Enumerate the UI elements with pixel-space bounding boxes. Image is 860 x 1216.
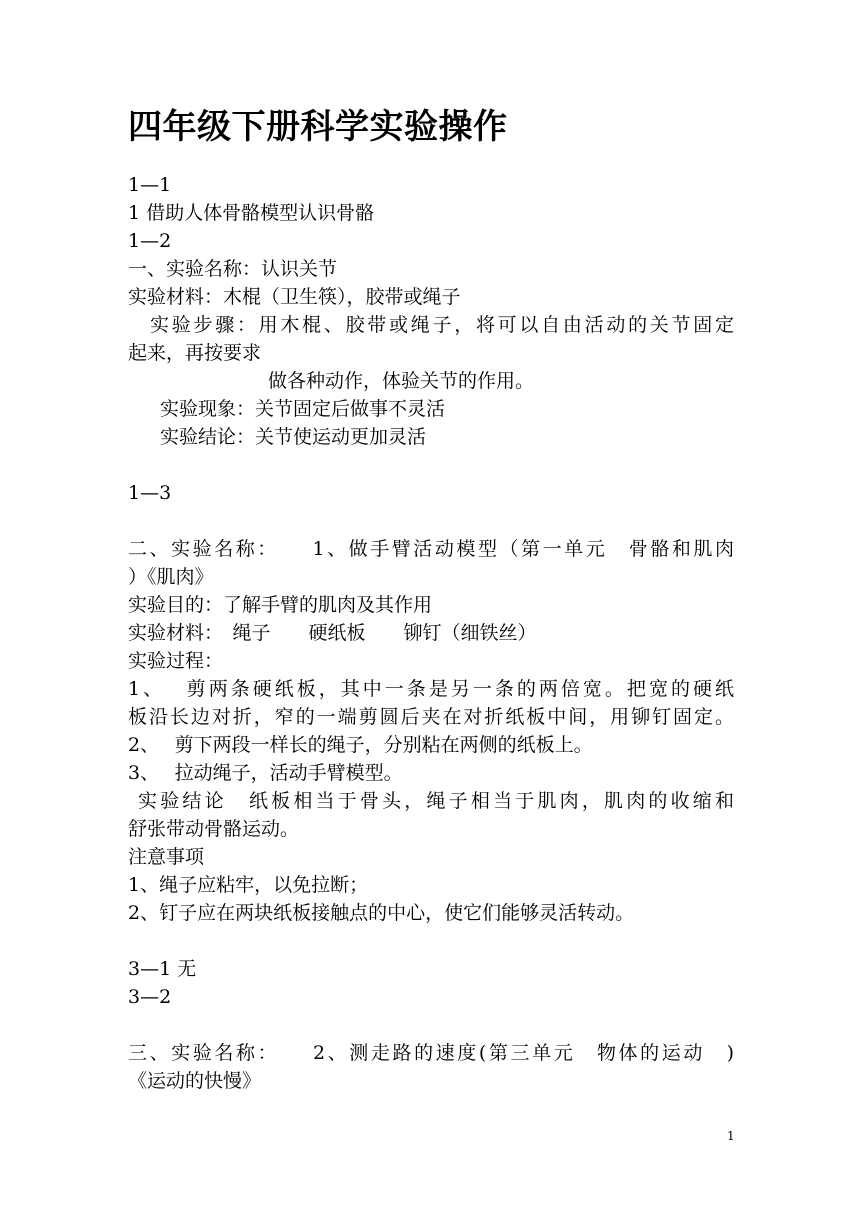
experiment-name: 一、实验名称：认识关节 (128, 258, 338, 280)
experiment-name-continued: ）《肌肉》 (128, 566, 214, 588)
experiment-conclusion: 实验结论：关节使运动更加灵活 (160, 426, 427, 448)
blank-line (128, 1011, 734, 1039)
note-item-2: 2、钉子应在两块纸板接触点的中心，使它们能够灵活转动。 (128, 902, 635, 924)
experiment-materials: 实验材料：木棍（卫生筷），胶带或绳子 (128, 286, 461, 308)
process-step-2: 2、 剪下两段一样长的绳子，分别粘在两侧的纸板上。 (128, 734, 593, 756)
experiment-name-continued: 《运动的快慢》 (128, 1070, 262, 1092)
process-step-1-continued: 板沿长边对折，窄的一端剪圆后夹在对折纸板中间，用铆钉固定。 (128, 706, 734, 728)
experiment-purpose: 实验目的：了解手臂的肌肉及其作用 (128, 594, 433, 616)
experiment-title: 1 借助人体骨骼模型认识骨骼 (128, 202, 375, 224)
section-number: 1—2 (128, 230, 172, 252)
section-number: 3—1 无 (128, 958, 197, 980)
section-number: 3—2 (128, 986, 172, 1008)
notes-heading: 注意事项 (128, 846, 205, 868)
note-item-1: 1、绳子应粘牢，以免拉断； (128, 874, 369, 896)
experiment-steps-continued: 起来，再按要求 (128, 342, 262, 364)
experiment-steps: 实验步骤：用木棍、胶带或绳子，将可以自由活动的关节固定 (150, 314, 734, 336)
document-body (128, 171, 734, 1095)
experiment-conclusion: 实验结论 纸板相当于骨头，绳子相当于肌肉，肌肉的收缩和 (138, 790, 734, 812)
experiment-conclusion-continued: 舒张带动骨骼运动。 (128, 818, 300, 840)
section-number: 1—3 (128, 482, 172, 504)
experiment-process-heading: 实验过程： (128, 650, 224, 672)
page-title: 四年级下册科学实验操作 (128, 107, 508, 147)
blank-line (128, 451, 734, 479)
experiment-phenomenon: 实验现象：关节固定后做事不灵活 (160, 398, 446, 420)
section-number: 1—1 (128, 174, 172, 196)
experiment-name: 二、实验名称： 1、做手臂活动模型（第一单元 骨骼和肌肉 (128, 538, 734, 560)
blank-line (128, 507, 734, 535)
page-number: 1 (727, 1129, 735, 1143)
experiment-name: 三、实验名称： 2、测走路的速度(第三单元 物体的运动 ) (128, 1042, 734, 1064)
blank-line (128, 927, 734, 955)
process-step-1: 1、 剪两条硬纸板，其中一条是另一条的两倍宽。把宽的硬纸 (128, 678, 734, 700)
process-step-3: 3、 拉动绳子，活动手臂模型。 (128, 762, 403, 784)
experiment-steps-continued: 做各种动作，体验关节的作用。 (268, 370, 535, 392)
experiment-materials: 实验材料： 绳子 硬纸板 铆钉（细铁丝） (128, 622, 537, 644)
